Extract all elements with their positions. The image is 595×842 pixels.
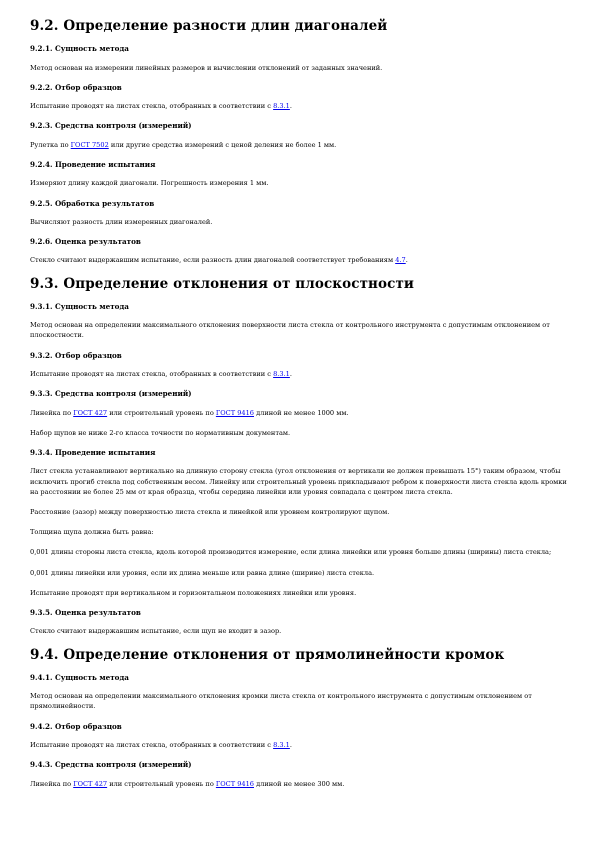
paragraph-text: Испытание проводят на листах стекла, отобранных в соответствии с — [30, 102, 274, 111]
paragraph: Набор щупов не ниже 2-го класса точности по нормативным документам. — [30, 428, 291, 437]
paragraph: Стекло считают выдержавшим испытание, если щуп не входит в зазор. — [30, 627, 282, 636]
subsection-heading: 9.3.3. Средства контроля (измерений) — [30, 389, 192, 399]
paragraph-text: Стекло считают выдержавшим испытание, если разность длин диагоналей соответствует требованиям — [30, 256, 396, 265]
paragraph-text: . — [289, 102, 292, 111]
paragraph-text: . — [289, 741, 292, 750]
paragraph: Расстояние (зазор) между поверхностью листа стекла и линейкой или уровнем контролируют щупом. — [30, 508, 390, 517]
paragraph: 0,001 длины стороны листа стекла, вдоль которой производится измерение, если длина линейки или уровня больше длины (ширины) листа стекла; — [30, 548, 552, 557]
paragraph — [30, 408, 567, 418]
section-heading-9-3: 9.3. Определение отклонения от плоскостности — [30, 275, 415, 292]
gost-link[interactable]: ГОСТ 9416 — [215, 408, 254, 417]
paragraph — [30, 369, 567, 379]
clause-link[interactable]: 8.3.1 — [273, 102, 290, 111]
paragraph: Вычисляют разность длин измеренных диагоналей. — [30, 217, 213, 226]
paragraph-text: Рулетка по — [30, 140, 71, 149]
paragraph-text: . — [405, 256, 408, 265]
clause-link[interactable]: 8.3.1 — [273, 741, 290, 750]
paragraph-text: Испытание проводят на листах стекла, отобранных в соответствии с — [30, 741, 274, 750]
subsection-heading: 9.2.5. Обработка результатов — [30, 198, 155, 208]
gost-link[interactable]: ГОСТ 7502 — [70, 140, 109, 149]
paragraph — [30, 140, 567, 150]
paragraph: Лист стекла устанавливают вертикально на длинную сторону стекла (угол отклонения от вертикали не должен превышать 15°) таким образом, чтобы исключить прогиб стекла под собственным весом. Линейку или строительный уровень прикладывают ребром к поверхности листа стекла вдоль кромки на расстоянии не более 25 мм от края образца, чтобы середина линейки или уровня совпадала с центром листа стекла. — [30, 467, 567, 496]
section-heading-9-2: 9.2. Определение разности длин диагоналей — [30, 18, 388, 34]
paragraph — [30, 779, 567, 789]
subsection-heading: 9.2.4. Проведение испытания — [30, 159, 156, 169]
subsection-heading: 9.2.3. Средства контроля (измерений) — [30, 121, 192, 131]
subsection-heading: 9.2.6. Оценка результатов — [30, 237, 141, 247]
paragraph-text: Линейка по — [30, 408, 74, 417]
subsection-heading: 9.3.1. Сущность метода — [30, 301, 129, 311]
paragraph — [30, 255, 567, 265]
paragraph — [30, 101, 567, 111]
paragraph: 0,001 длины линейки или уровня, если их длина меньше или равна длине (ширине) листа стекла. — [30, 568, 375, 577]
paragraph-text: Испытание проводят на листах стекла, отобранных в соответствии с — [30, 370, 274, 378]
section-heading-9-4: 9.4. Определение отклонения от прямолинейности кромок — [30, 646, 505, 663]
clause-link[interactable]: 4.7 — [395, 256, 406, 265]
gost-link[interactable]: ГОСТ 427 — [73, 779, 108, 788]
subsection-heading: 9.4.1. Сущность метода — [30, 672, 129, 682]
subsection-heading: 9.4.2. Отбор образцов — [30, 721, 122, 731]
paragraph-text: или другие средства измерений с ценой деления не более 1 мм. — [108, 140, 337, 149]
paragraph: Метод основан на определении максимального отклонения поверхности листа стекла от контрольного инструмента с допустимым отклонением от плоскостности. — [30, 321, 550, 340]
paragraph — [30, 740, 567, 750]
subsection-heading: 9.2.2. Отбор образцов — [30, 82, 122, 92]
clause-link[interactable]: 8.3.1 — [273, 370, 290, 378]
gost-link[interactable]: ГОСТ 427 — [73, 408, 108, 417]
paragraph: Измеряют длину каждой диагонали. Погрешность измерения 1 мм. — [30, 179, 269, 188]
paragraph: Испытание проводят при вертикальном и горизонтальном положениях линейки или уровня. — [30, 588, 357, 597]
paragraph-text: . — [289, 370, 292, 378]
paragraph-text: длиной не менее 1000 мм. — [254, 408, 349, 417]
paragraph: Метод основан на определении максимального отклонения кромки листа стекла от контрольного инструмента с допустимым отклонением от прямолинейности. — [30, 692, 532, 711]
subsection-heading: 9.3.4. Проведение испытания — [30, 448, 156, 458]
paragraph-text: длиной не менее 300 мм. — [254, 779, 345, 788]
subsection-heading: 9.3.2. Отбор образцов — [30, 350, 122, 360]
paragraph: Толщина щупа должна быть равна: — [30, 528, 154, 537]
paragraph-text: или строительный уровень по — [107, 779, 216, 788]
subsection-heading: 9.4.3. Средства контроля (измерений) — [30, 760, 192, 770]
subsection-heading: 9.2.1. Сущность метода — [30, 44, 129, 54]
paragraph-text: Линейка по — [30, 779, 74, 788]
paragraph: Метод основан на измерении линейных размеров и вычислении отклонений от заданных значений. — [30, 63, 383, 72]
gost-link[interactable]: ГОСТ 9416 — [215, 779, 254, 788]
subsection-heading: 9.3.5. Оценка результатов — [30, 608, 141, 618]
paragraph-text: или строительный уровень по — [107, 408, 216, 417]
